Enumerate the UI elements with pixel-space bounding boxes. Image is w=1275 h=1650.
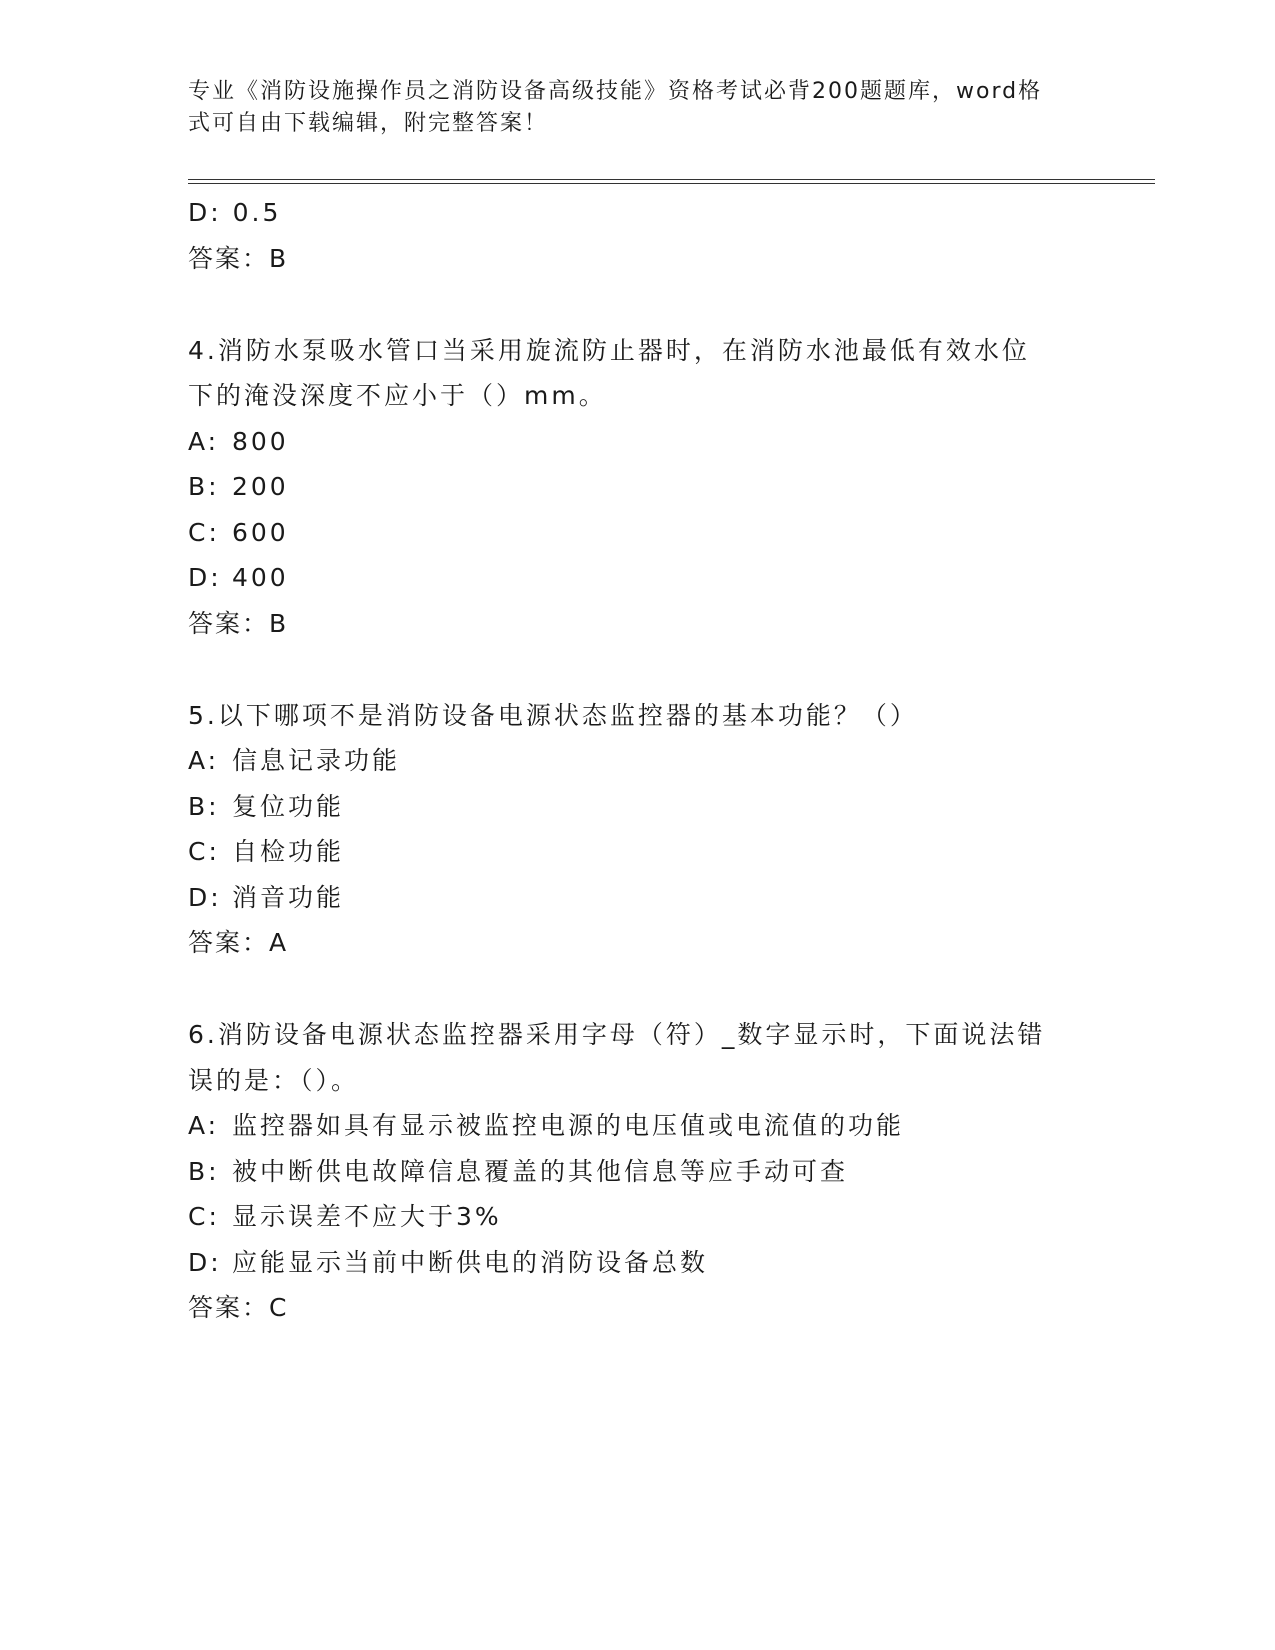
question-stem-continued: 下的淹没深度不应小于（）mm。 <box>188 381 607 410</box>
option-label: B: <box>188 1156 220 1186</box>
option-a <box>188 1103 1088 1149</box>
option-text: 显示误差不应大于3% <box>232 1202 502 1231</box>
question-4 <box>188 328 1088 647</box>
option-label: D: <box>188 882 222 912</box>
carryover-answer: 答案：B <box>188 243 289 273</box>
question-list <box>188 190 1088 1331</box>
question-5 <box>188 693 1088 967</box>
question-stem: 4.消防水泵吸水管口当采用旋流防止器时，在消防水池最低有效水位 <box>188 335 1030 365</box>
option-b <box>188 1149 1088 1195</box>
question-stem-continued: 误的是：（）。 <box>188 1065 360 1095</box>
option-label: C: <box>188 1202 220 1231</box>
option-a <box>188 738 1088 784</box>
question-answer: 答案：B <box>188 608 289 638</box>
option-d <box>188 875 1088 921</box>
option-label: D: <box>188 563 222 592</box>
option-b <box>188 784 1088 830</box>
option-c <box>188 1194 1088 1240</box>
option-label: C: <box>188 837 220 866</box>
option-text: 信息记录功能 <box>232 746 401 775</box>
option-d <box>188 1240 1088 1286</box>
option-label: A: <box>188 1111 220 1140</box>
option-text: 监控器如具有显示被监控电源的电压值或电流值的功能 <box>232 1111 905 1140</box>
option-text: 自检功能 <box>232 837 345 866</box>
option-label: B: <box>188 791 220 821</box>
spacer <box>188 282 1088 328</box>
option-text: 消音功能 <box>232 882 345 912</box>
option-a <box>188 419 1088 465</box>
question-stem: 6.消防设备电源状态监控器采用字母（符）_数字显示时，下面说法错 <box>188 1020 1046 1049</box>
document-header <box>188 76 1068 140</box>
header-line-2: 式可自由下载编辑，附完整答案！ <box>188 111 549 136</box>
header-line-1: 专业《消防设施操作员之消防设备高级技能》资格考试必背200题题库，word格 <box>188 79 1043 104</box>
option-text: 800 <box>232 426 289 456</box>
option-label: B: <box>188 472 220 501</box>
option-text: 被中断供电故障信息覆盖的其他信息等应手动可查 <box>232 1156 849 1186</box>
header-divider-top <box>188 179 1155 180</box>
option-d <box>188 555 1088 601</box>
carryover-option-d: D: 0.5 <box>188 198 282 227</box>
option-text: 600 <box>232 517 289 547</box>
option-b <box>188 464 1088 510</box>
header-divider-bottom <box>188 183 1155 184</box>
spacer <box>188 647 1088 693</box>
question-answer: 答案：A <box>188 928 289 957</box>
option-text: 400 <box>232 563 289 592</box>
option-label: D: <box>188 1247 222 1277</box>
option-c <box>188 510 1088 556</box>
spacer <box>188 966 1088 1012</box>
option-c <box>188 829 1088 875</box>
option-text: 应能显示当前中断供电的消防设备总数 <box>232 1247 709 1277</box>
question-6 <box>188 1012 1088 1331</box>
option-text: 复位功能 <box>232 791 345 821</box>
question-answer: 答案：C <box>188 1293 289 1322</box>
option-text: 200 <box>232 472 289 501</box>
question-stem: 5.以下哪项不是消防设备电源状态监控器的基本功能？（） <box>188 700 918 730</box>
option-label: A: <box>188 746 220 775</box>
option-label: C: <box>188 517 220 547</box>
option-label: A: <box>188 426 220 456</box>
